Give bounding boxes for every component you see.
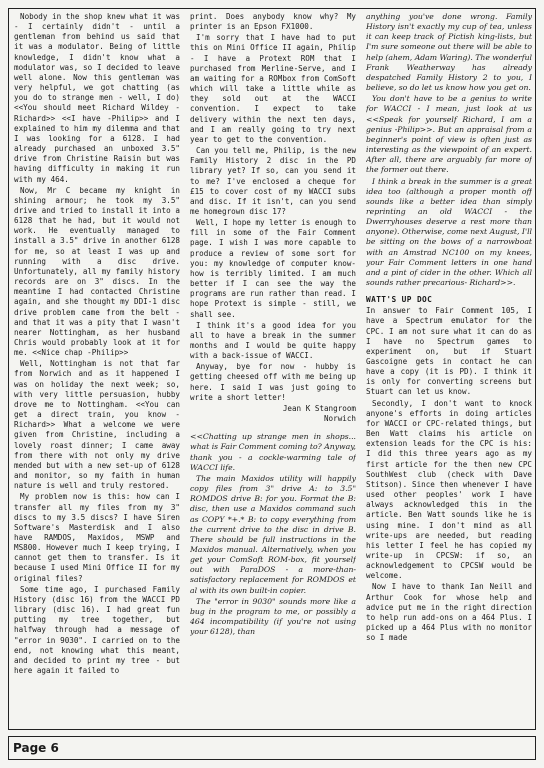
paragraph: Can you tell me, Philip, is the new Family History 2 disc in the PD library yet? If so, can you send it to me? I've enclosed a cheque for £15 to cover cost of my WACCI subs and disc. If it isn't, can you send me homegrown disc 17? [190, 146, 356, 216]
paragraph: Now I have to thank Ian Neill and Arthur Cook for whose help and advice put me in the right direction to help run add-ons on a 464 Plus. I picked up a 464 Plus with no monitor so I made [366, 582, 532, 643]
paragraph: Well, Nottingham is not that far from Norwich and as it happened I was on holiday the next week; so, with very little persuasion, hubby drove me to Nottingham. <<You can get a direct train, you know - Richard>> What a welcome we were given from Christine, including a lovely roast dinner; I came away from there with not only my drive mended but with a new set-up of 6128 and monitor, so my faith in human nature is well and truly restored. [14, 359, 180, 491]
paragraph: I think it's a good idea for you all to have a break in the summer months and I would be quite happy with a back-issue of WACCI. [190, 320, 356, 361]
editor-reply: anything you've done wrong. Family History isn't exactly my cup of tea, unless it can keep track of Pictish king-lists, but I'm sure someone out there will be able to help (ahem, Adam Waring). The wonderful Frank Weatherway has already despatched Family History 2 to you, I believe, so do let us know how you get on. [366, 12, 532, 93]
signature-place: Norwich [323, 414, 356, 424]
paragraph: I'm sorry that I have had to put this on Mini Office II again, Philip - I have a Protext ROM that I purchased from Merline-Serve, and I am waiting for a ROMbox from ComSoft which will take a little while as they sold out at the WACCI convention. I expect to take delivery within the next ten days, and I am really going to try next year to get to the convention. [190, 33, 356, 144]
editor-reply: The main Maxidos utility will happily copy files from 3" drive A: to 3.5" ROMDOS drive B: for you. Format the B: disc, then use a Maxidos command such as COPY *+.* B: to copy everything from the current drive to the disc in drive B. There should be full instructions in the Maxidos manual. Alternatively, when you get your ComSoft ROM-box, fit yourself out with ParaDOS - a more-than-satisfactory replacement for ROMDOS et al with its own built-in copier. [190, 473, 356, 595]
paragraph: My problem now is this: how can I transfer all my files from my 3" discs to my 3.5 discs? I have Siren Software's Masterdisk and I also have RAMDOS, Maxidos, MSWP and MS800. However much I keep trying, I cannot get them to transfer. Is it because I used Mini Office II for my original files? [14, 492, 180, 583]
editor-reply: You don't have to be a genius to write for WACCI - I mean, just look at us <<Speak for yourself Richard, I am a genius -Philip>>. But an appraisal from a beginner's point of view is often just as interesting as the viewpoint of an expert. After all, there are arguably far more of the former out there. [366, 94, 532, 175]
paragraph: In answer to Fair Comment 105, I have a Spectrum emulator for the CPC. I am not sure what it can do as I have no Spectrum games to experiment on, but if Stuart Gascoigne gets in contact he can have a copy (it is PD). I think it is only for converting screens but Stuart can let us know. [366, 306, 532, 397]
paragraph: Anyway, bye for now - hubby is getting cheesed off with me being up here. I said I was just going to write a short letter! [190, 362, 356, 402]
spacer [190, 424, 356, 432]
editor-reply: <<Chatting up strange men in shops... what is Fair Comment coming to? Anyway, thank you - a cockle-warming tale of WACCI life. [190, 432, 356, 472]
page-number: Page 6 [13, 741, 59, 755]
paragraph: Now, Mr C became my knight in shining armour; he took my 3.5" drive and tried to install it into a 6128 that he had, but it would not work. He eventually managed to install a 3.5" drive in another 6128 for me, so at least I was up and running with a disc drive. Unfortunately, all my family history records are on 3" discs. In the meantime I had contacted Christine again, and she thought my DDI-1 disc drive problem came from the belt - and that it was a pity that I wasn't nearer Nottingham, as her husband Chris would probably look at it for me. <<Nice chap -Philip>> [14, 185, 180, 358]
column-3 [366, 12, 532, 724]
signature-name: Jean K Stangroom [282, 403, 356, 413]
paragraph: print. Does anybody know why? My printer is an Epson FX1000. [190, 12, 356, 32]
column-2 [190, 12, 356, 724]
paragraph: Nobody in the shop knew what it was - I certainly didn't - until a gentleman from behind us said that it was a modulator. Being of little knowledge, I didn't know what a modulator was, so I decided to leave well alone. Now this gentleman was very helpful, we got chatting (as you do to strange men - well, I do) <<You should meet Richard Wildey - Richard>> <<I have -Philip>> and I explained to him my dilemma and that I was looking for a 6128. I had already purchased an unboxed 3.5" drive from Christine Raisin but was having difficulty in making it run with my 464. [14, 12, 180, 184]
paragraph: Some time ago, I purchased Family History (disc 16) from the WACCI PD library (disc 16). I had great fun putting my tree together, but halfway through had a message of "error in 9030". I carried on to the end, not knowing what this meant, and decided to print my tree - but here again it failed to [14, 584, 180, 675]
page-footer [8, 736, 536, 760]
editor-reply: The "error in 9030" sounds more like a bug in the program to me, or possibly a 464 incompatibility (if you're not using your 6128), than [190, 596, 356, 637]
editor-reply: I think a break in the summer is a great idea too (although a proper month off sounds like a better idea than simply reprinting an old WACCI - the Dwerryhouses deserve a rest more than anyone). Otherwise, come next August, I'll be sitting on the bows of a narrowboat with an Amstrad NC100 on my knees, your Fair Comment letters in one hand and a pint of cider in the other. Which all sounds rather precarious- Richard>>. [366, 176, 532, 288]
paragraph: Well, I hope my letter is enough to fill in some of the Fair Comment page. I wish I was more capable to produce a review of some sort for you: my knowledge of computer know-how is terribly limited. I am much better if I can see the way the programs are run rather than read. I hope Protext is simple - still, we shall see. [190, 218, 356, 319]
section-heading: WATT'S UP DOC [366, 295, 433, 305]
column-1 [14, 12, 180, 724]
paragraph: Secondly, I don't want to knock anyone's efforts in doing articles for WACCI or CPC-related things, but Ben Watt claims his article on extension leads for the CPC is his: I did this three years ago as my first article for the then new CPC SouthWest club (check with Dave Stitson). Since then whenever I have used other peoples' work I have always acknowledged this in the article. Ben Watt sounds like he is using mine. I don't mind as all write-ups are needed, but reading his letter I feel he has copied my write-up in CPCSW: if so, an acknowledgement to CPCSW would be welcome. [366, 398, 532, 581]
text-columns [14, 12, 532, 724]
